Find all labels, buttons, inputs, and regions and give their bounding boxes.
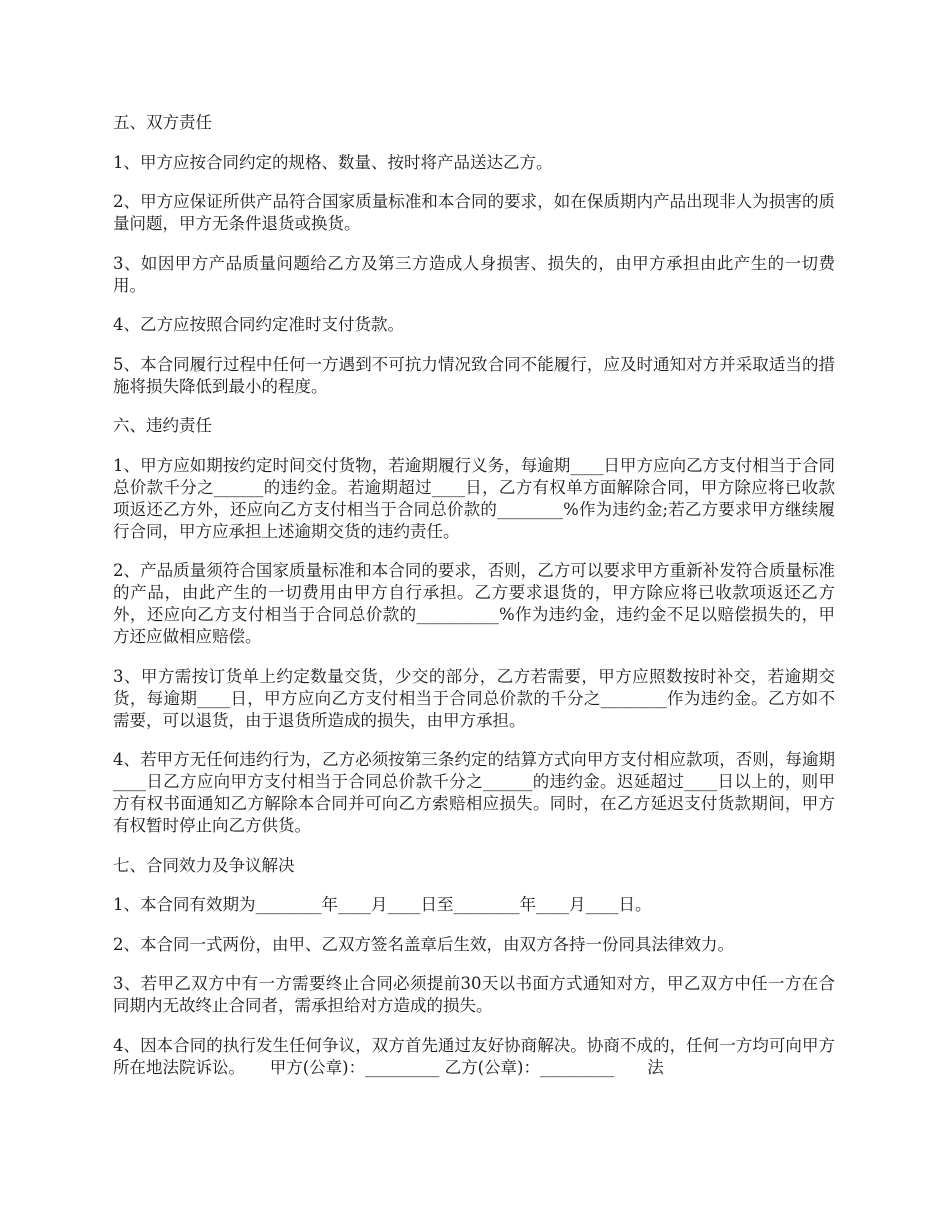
- clause-5-3: 3、如因甲方产品质量问题给乙方及第三方造成人身损害、损失的，由甲方承担由此产生的一切费用。: [113, 253, 835, 295]
- clause-5-1: 1、甲方应按合同约定的规格、数量、按时将产品送达乙方。: [113, 152, 553, 172]
- clause-7-2: 2、本合同一式两份，由甲、乙双方签名盖章后生效，由双方各持一份同具法律效力。: [113, 934, 734, 954]
- clause-6-3: 3、甲方需按订货单上约定数量交货，少交的部分，乙方若需要，甲方应照数按时补交，若逾期交货，每逾期____日，甲方应向乙方支付相当于合同总价款的千分之________作为违约金。乙方如不需要，可以退货，由于退货所造成的损失，由甲方承担。: [113, 666, 835, 730]
- clause-7-1: 1、本合同有效期为________年____月____日至________年____月____日。: [113, 895, 652, 914]
- section-heading-6: 六、违约责任: [113, 416, 212, 435]
- clause-7-4: 4、因本合同的执行发生任何争议，双方首先通过友好协商解决。协商不成的，任何一方均可向甲方所在地法院诉讼。 甲方(公章)：_________ 乙方(公章)：_________ 法: [113, 1035, 835, 1077]
- clause-5-5: 5、本合同履行过程中任何一方遇到不可抗力情况致合同不能履行，应及时通知对方并采取适当的措施将损失降低到最小的程度。: [113, 354, 835, 396]
- clause-5-4: 4、乙方应按照合同约定准时支付货款。: [113, 315, 404, 334]
- clause-6-4: 4、若甲方无任何违约行为，乙方必须按第三条约定的结算方式向甲方支付相应款项，否则，每逾期____日乙方应向甲方支付相当于合同总价款千分之______的违约金。迟延超过____日以上的，则甲方有权书面通知乙方解除本合同并可向乙方索赔相应损失。同时，在乙方延迟支付货款期间，甲方有权暂时停止向乙方供货。: [113, 750, 835, 835]
- clause-6-1: 1、甲方应如期按约定时间交付货物，若逾期履行义务，每逾期____日甲方应向乙方支付相当于合同总价款千分之______的违约金。若逾期超过____日，乙方有权单方面解除合同，甲方除应将已收款项返还乙方外，还应向乙方支付相当于合同总价款的________%作为违约金;若乙方要求甲方继续履行合同，甲方应承担上述逾期交货的违约责任。: [113, 455, 835, 541]
- clause-6-2: 2、产品质量须符合国家质量标准和本合同的要求，否则，乙方可以要求甲方重新补发符合质量标准的产品，由此产生的一切费用由甲方自行承担。乙方要求退货的，甲方除应将已收款项返还乙方外，还应向乙方支付相当于合同总价款的__________%作为违约金，违约金不足以赔偿损失的，甲方还应做相应赔偿。: [113, 561, 835, 646]
- section-heading-5: 五、双方责任: [113, 113, 212, 132]
- clause-5-2: 2、甲方应保证所供产品符合国家质量标准和本合同的要求，如在保质期内产品出现非人为损害的质量问题，甲方无条件退货或换货。: [113, 192, 835, 233]
- clause-7-3: 3、若甲乙双方中有一方需要终止合同必须提前30天以书面方式通知对方，甲乙双方中任一方在合同期内无故终止合同者，需承担给对方造成的损失。: [113, 974, 835, 1015]
- contract-body: [113, 112, 835, 1096]
- section-heading-7: 七、合同效力及争议解决: [113, 855, 295, 875]
